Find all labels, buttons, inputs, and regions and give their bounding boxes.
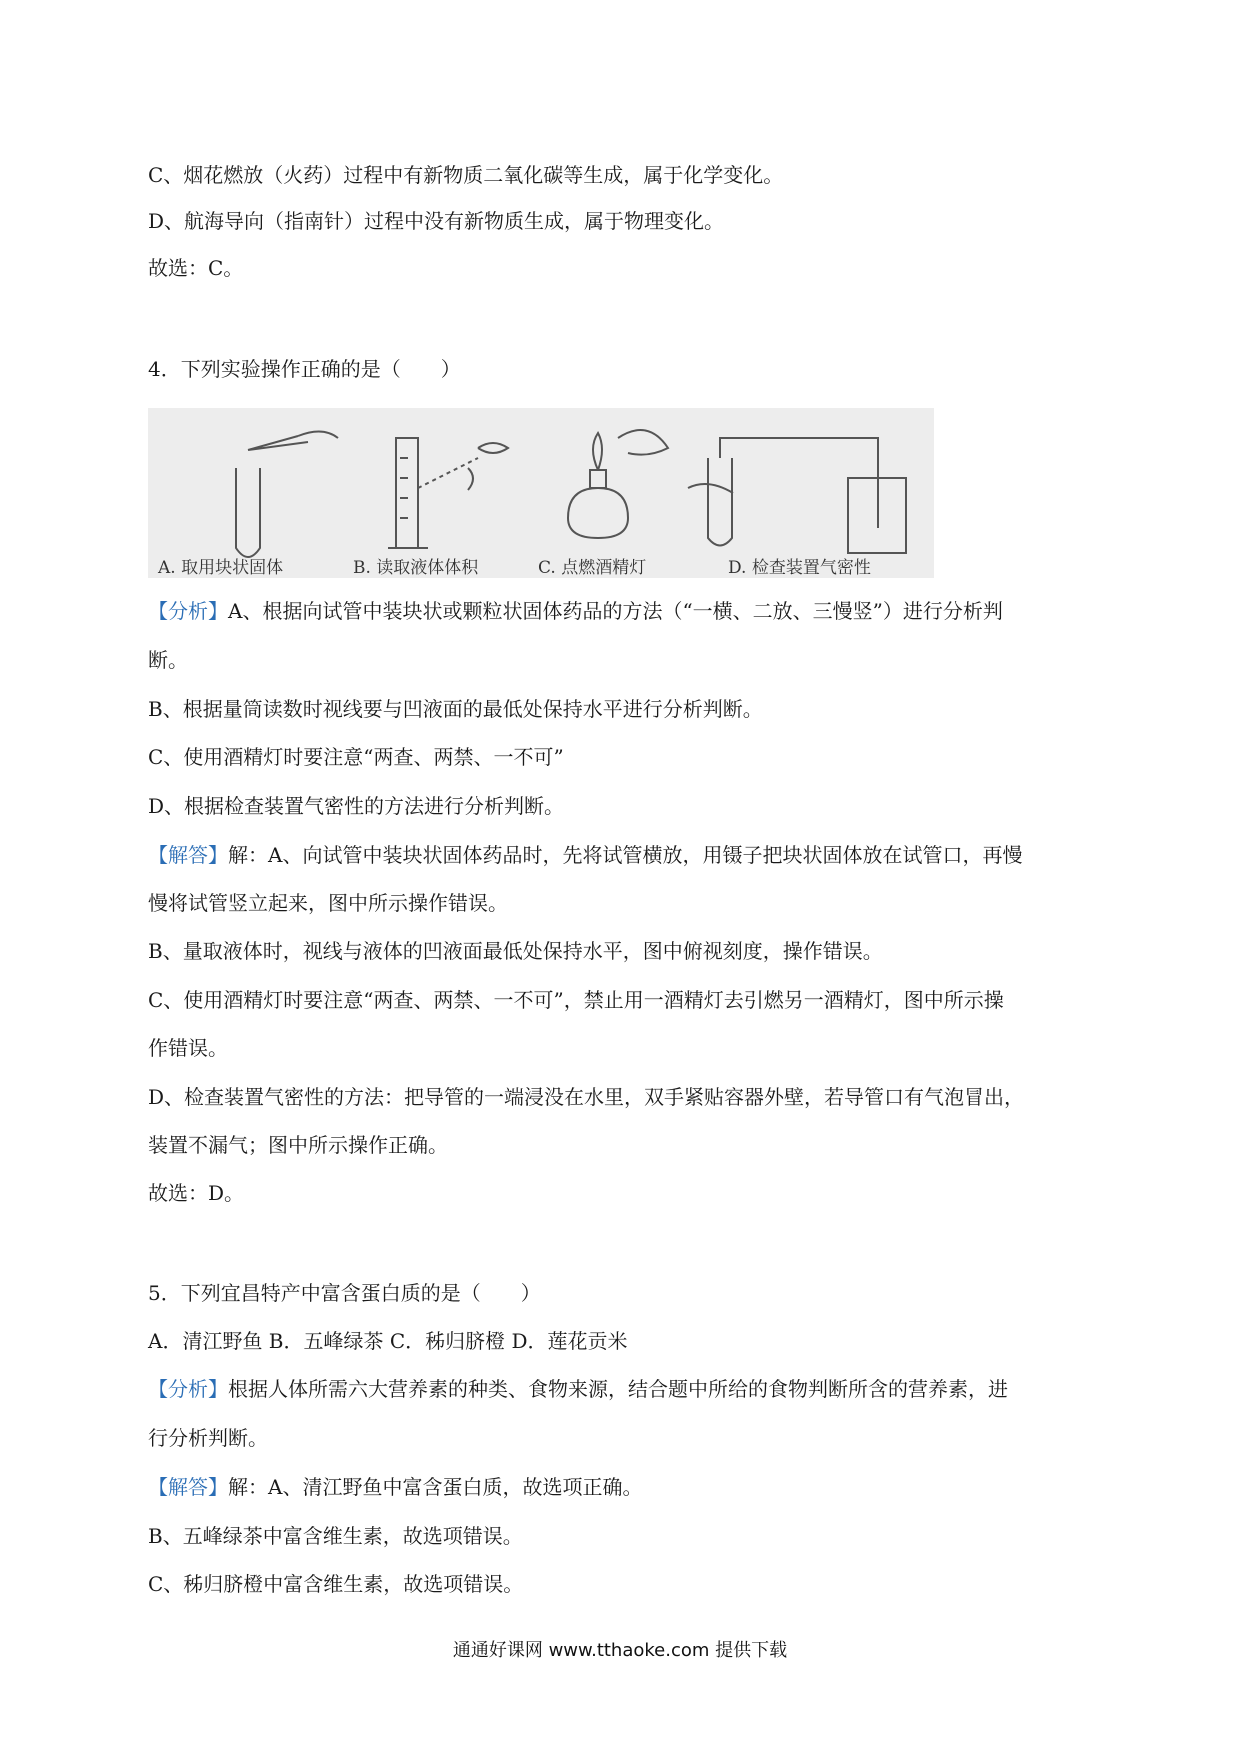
text-line: 慢将试管竖立起来，图中所示操作错误。	[148, 891, 508, 915]
text-line: C、烟花燃放（火药）过程中有新物质二氧化碳等生成，属于化学变化。	[148, 163, 784, 187]
text-line: 装置不漏气；图中所示操作正确。	[148, 1133, 448, 1157]
analysis-tag: 【分析】	[148, 599, 228, 623]
text-line: 断。	[148, 648, 188, 672]
analysis-line	[148, 596, 1003, 626]
text-line: C、使用酒精灯时要注意“两查、两禁、一不可”，禁止用一酒精灯去引燃另一酒精灯，图中所示操	[148, 988, 1004, 1012]
text-line: 行分析判断。	[148, 1426, 268, 1450]
question-4: 4．下列实验操作正确的是（ ）	[148, 357, 461, 381]
text-line: D、航海导向（指南针）过程中没有新物质生成，属于物理变化。	[148, 209, 725, 233]
caption-a: A. 取用块状固体	[158, 558, 284, 578]
text-line: B、量取液体时，视线与液体的凹液面最低处保持水平，图中俯视刻度，操作错误。	[148, 939, 883, 963]
test-tube-icon	[236, 431, 338, 557]
airtightness-icon	[688, 438, 906, 553]
caption-d: D. 检查装置气密性	[728, 558, 871, 578]
text-line: B、根据量筒读数时视线要与凹液面的最低处保持水平进行分析判断。	[148, 697, 763, 721]
solution-tag: 【解答】	[148, 843, 228, 867]
caption-c: C. 点燃酒精灯	[538, 558, 647, 578]
analysis-text: 根据人体所需六大营养素的种类、食物来源，结合题中所给的食物判断所含的营养素，进	[228, 1377, 1008, 1401]
experiment-figure	[148, 408, 934, 578]
solution-line	[148, 840, 1022, 870]
text-line: 故选：C。	[148, 256, 244, 280]
alcohol-lamp-icon	[568, 430, 668, 538]
question-5: 5．下列宜昌特产中富含蛋白质的是（ ）	[148, 1281, 541, 1305]
text-line: 作错误。	[148, 1036, 228, 1060]
solution-tag: 【解答】	[148, 1475, 228, 1499]
page-footer: 通通好课网 www.tthaoke.com 提供下载	[452, 1640, 788, 1661]
analysis-line	[148, 1374, 1008, 1404]
experiment-illustration	[148, 408, 934, 578]
question-5-options: A．清江野鱼 B．五峰绿茶 C．秭归脐橙 D．莲花贡米	[148, 1329, 628, 1353]
text-line: D、检查装置气密性的方法：把导管的一端浸没在水里，双手紧贴容器外壁，若导管口有气泡冒出，	[148, 1085, 1025, 1109]
analysis-tag: 【分析】	[148, 1377, 228, 1401]
text-line: C、使用酒精灯时要注意“两查、两禁、一不可”	[148, 745, 564, 769]
text-line: C、秭归脐橙中富含维生素，故选项错误。	[148, 1572, 524, 1596]
text-line: 故选：D。	[148, 1181, 245, 1205]
text-line: B、五峰绿茶中富含维生素，故选项错误。	[148, 1524, 523, 1548]
solution-text: 解：A、向试管中装块状固体药品时，先将试管横放，用镊子把块状固体放在试管口，再慢	[228, 843, 1023, 867]
text-line: D、根据检查装置气密性的方法进行分析判断。	[148, 794, 565, 818]
cylinder-icon	[388, 438, 508, 548]
caption-b: B. 读取液体体积	[353, 558, 479, 578]
solution-line	[148, 1472, 642, 1502]
solution-text: 解：A、清江野鱼中富含蛋白质，故选项正确。	[228, 1475, 643, 1499]
analysis-text: A、根据向试管中装块状或颗粒状固体药品的方法（“一横、二放、三慢竖”）进行分析判	[228, 599, 1003, 623]
